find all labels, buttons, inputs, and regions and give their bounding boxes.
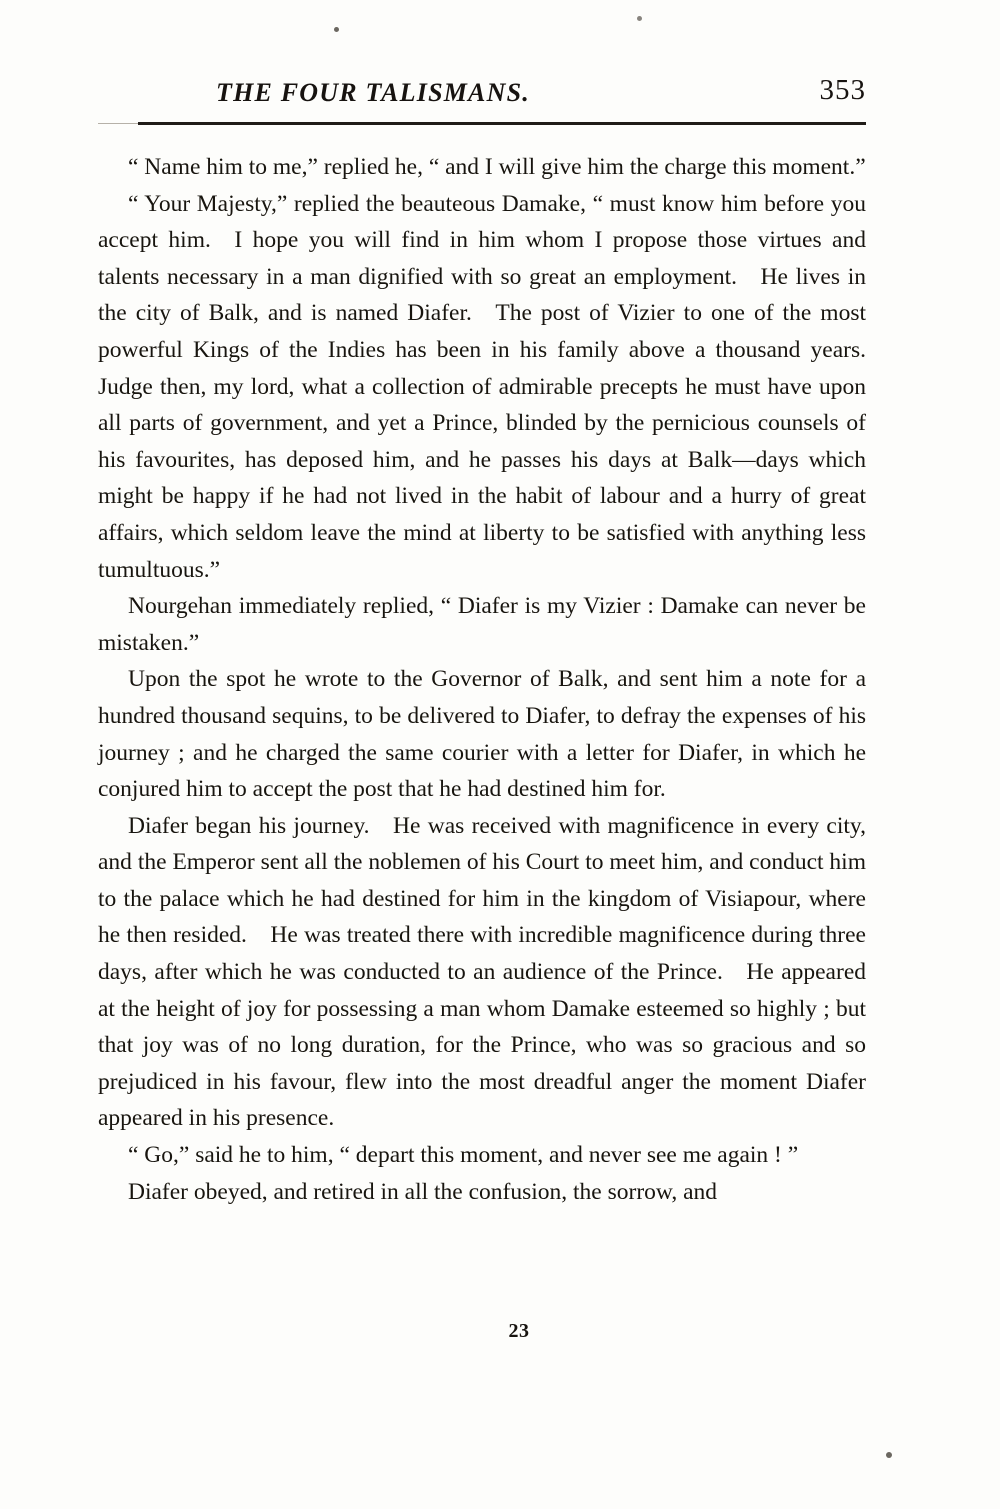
page-content [98, 70, 866, 1210]
paragraph: Diafer obeyed, and retired in all the confusion, the sorrow, and [128, 1178, 718, 1205]
page-speck [637, 16, 642, 21]
header-rule [98, 122, 866, 125]
paragraph: “ Name him to me,” replied he, “ and I will give him the charge this moment.” [128, 154, 866, 180]
paragraph: “ Go,” said he to him, “ depart this moment, and never see me again ! ” [128, 1142, 799, 1169]
running-head [98, 70, 866, 116]
page-speck [334, 27, 339, 32]
signature-mark [0, 1320, 1000, 1343]
page-number: 353 [819, 74, 866, 106]
header-rule-faint-segment [98, 123, 142, 124]
paragraph: Nourgehan immediately replied, “ Diafer is my Vizier : Damake can never be mistaken.” [98, 593, 866, 656]
paragraph: Diafer began his journey. He was received with magnificence in every city, and the Emperor sent all the noblemen of his Court to meet him, and conduct him to the palace which he had destined for him in the kingdom of Visiapour, where he then resided. He was treated there with incredible magnificence during three days, after which he was conducted to an audience of the Prince. He appeared at the height of joy for possessing a man whom Damake esteemed so highly ; but that joy was of no long duration, for the Prince, who was so gracious and so prejudiced in his favour, flew into the most dreadful anger the moment Diafer appeared in his presence. [98, 812, 866, 1132]
paragraph: Upon the spot he wrote to the Governor of Balk, and sent him a note for a hundred thousand sequins, to be delivered to Diafer, to defray the expenses of his journey ; and he charged the same courier with a letter for Diafer, in which he conjured him to accept the post that he had destined him for. [98, 666, 866, 803]
page-title: THE FOUR TALISMANS. [216, 78, 530, 107]
body-text [98, 149, 866, 1210]
page-speck [886, 1452, 892, 1458]
signature-mark-text: 23 [508, 1320, 530, 1342]
paragraph: “ Your Majesty,” replied the beauteous Damake, “ must know him before you accept him. I hope you will find in him whom I propose those virtues and talents necessary in a man dignified with so great an employment. He lives in the city of Balk, and is named Diafer. The post of Vizier to one of the most powerful Kings of the Indies has been in his family above a thousand years. Judge then, my lord, what a collection of admirable precepts he must have upon all parts of government, and yet a Prince, blinded by the pernicious counsels of his favourites, has deposed him, and he passes his days at Balk—days which might be happy if he had not lived in the habit of labour and a hurry of great affairs, which seldom leave the mind at liberty to be satisfied with anything less tumultuous.” [98, 190, 866, 583]
header-rule-dark-segment [138, 122, 866, 125]
